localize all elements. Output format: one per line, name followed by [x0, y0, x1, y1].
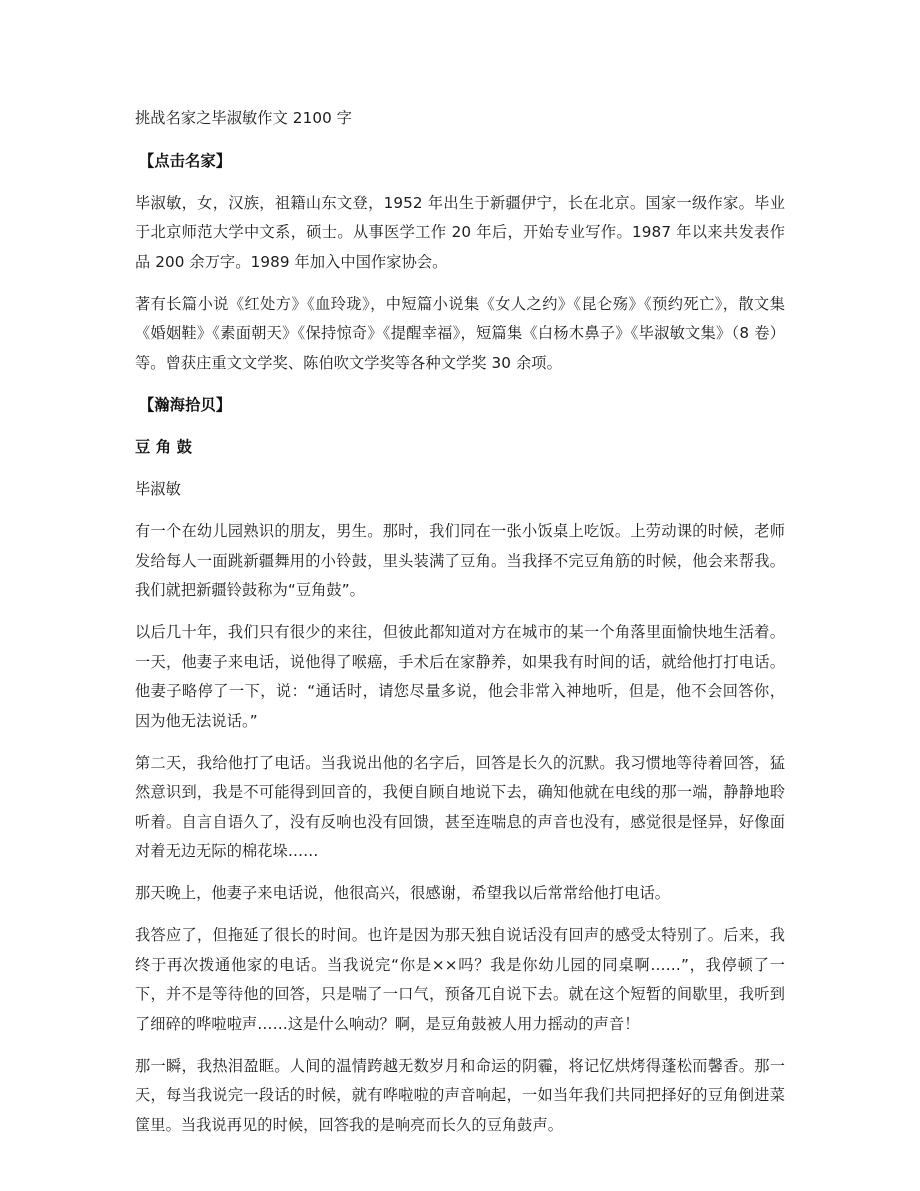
paragraph-body-1: 有一个在幼儿园熟识的朋友，男生。那时，我们同在一张小饭桌上吃饭。上劳动课的时候，老师发给每人一面跳新疆舞用的小铃鼓，里头装满了豆角。当我择不完豆角筋的时候，他会来帮我。我们就把新疆铃鼓称为“豆角鼓”。 [135, 522, 785, 599]
essay-title: 豆 角 鼓 [135, 437, 193, 456]
paragraph-body-4: 那天晚上，他妻子来电话说，他很高兴，很感谢，希望我以后常常给他打电话。 [135, 884, 671, 902]
paragraph-bio-2: 著有长篇小说《红处方》《血玲珑》，中短篇小说集《女人之约》《昆仑殇》《预约死亡》，散文集《婚姻鞋》《素面朝天》《保持惊奇》《提醒幸福》，短篇集《白杨木鼻子》《毕淑敏文集》（8 卷）等。曾获庄重文文学奖、陈伯吹文学奖等各种文学奖 30 余项。 [135, 294, 785, 372]
paragraph-body-2: 以后几十年，我们只有很少的来往，但彼此都知道对方在城市的某一个角落里面愉快地生活着。一天，他妻子来电话，说他得了喉癌，手术后在家静养，如果我有时间的话，就给他打打电话。他妻子略停了一下，说：“通话时，请您尽量多说，他会非常入神地听，但是，他不会回答你，因为他无法说话。” [135, 623, 785, 730]
essay-byline: 毕淑敏 [135, 479, 181, 498]
paragraph-body-5: 我答应了，但拖延了很长的时间。也许是因为那天独自说话没有回声的感受太特别了。后来，我终于再次拨通他家的电话。当我说完“你是××吗？我是你幼儿园的同桌啊……”，我停顿了一下，并不是等待他的回答，只是喘了一口气，预备兀自说下去。就在这个短暂的间歇里，我听到了细碎的哗啦啦声……这是什么响动？啊，是豆角鼓被人用力摇动的声音！ [135, 926, 785, 1033]
page-title: 挑战名家之毕淑敏作文 2100 字 [135, 109, 353, 127]
paragraph-bio-1: 毕淑敏，女，汉族，祖籍山东文登，1952 年出生于新疆伊宁，长在北京。国家一级作家。毕业于北京师范大学中文系，硕士。从事医学工作 20 年后，开始专业写作。1987 年以来共发表作品 200 余万字。1989 年加入中国作家协会。 [135, 193, 785, 271]
paragraph-body-6: 那一瞬，我热泪盈眶。人间的温情跨越无数岁月和命运的阴霾，将记忆烘烤得蓬松而馨香。那一天，每当我说完一段话的时候，就有哗啦啦的声音响起，一如当年我们共同把择好的豆角倒进菜筐里。当我说再见的时候，回答我的是响亮而长久的豆角鼓声。 [135, 1056, 785, 1134]
section-heading-excerpt: 【瀚海拾贝】 [139, 395, 232, 414]
paragraph-body-3: 第二天，我给他打了电话。当我说出他的名字后，回答是长久的沉默。我习惯地等待着回答，猛然意识到，我是不可能得到回音的，我便自顾自地说下去，确知他就在电线的那一端，静静地聆听着。自言自语久了，没有反响也没有回馈，甚至连喘息的声音也没有，感觉很是怪异，好像面对着无边无际的棉花垛…… [135, 753, 785, 860]
document-body [135, 104, 785, 1140]
section-heading-author-profile: 【点击名家】 [139, 151, 232, 170]
